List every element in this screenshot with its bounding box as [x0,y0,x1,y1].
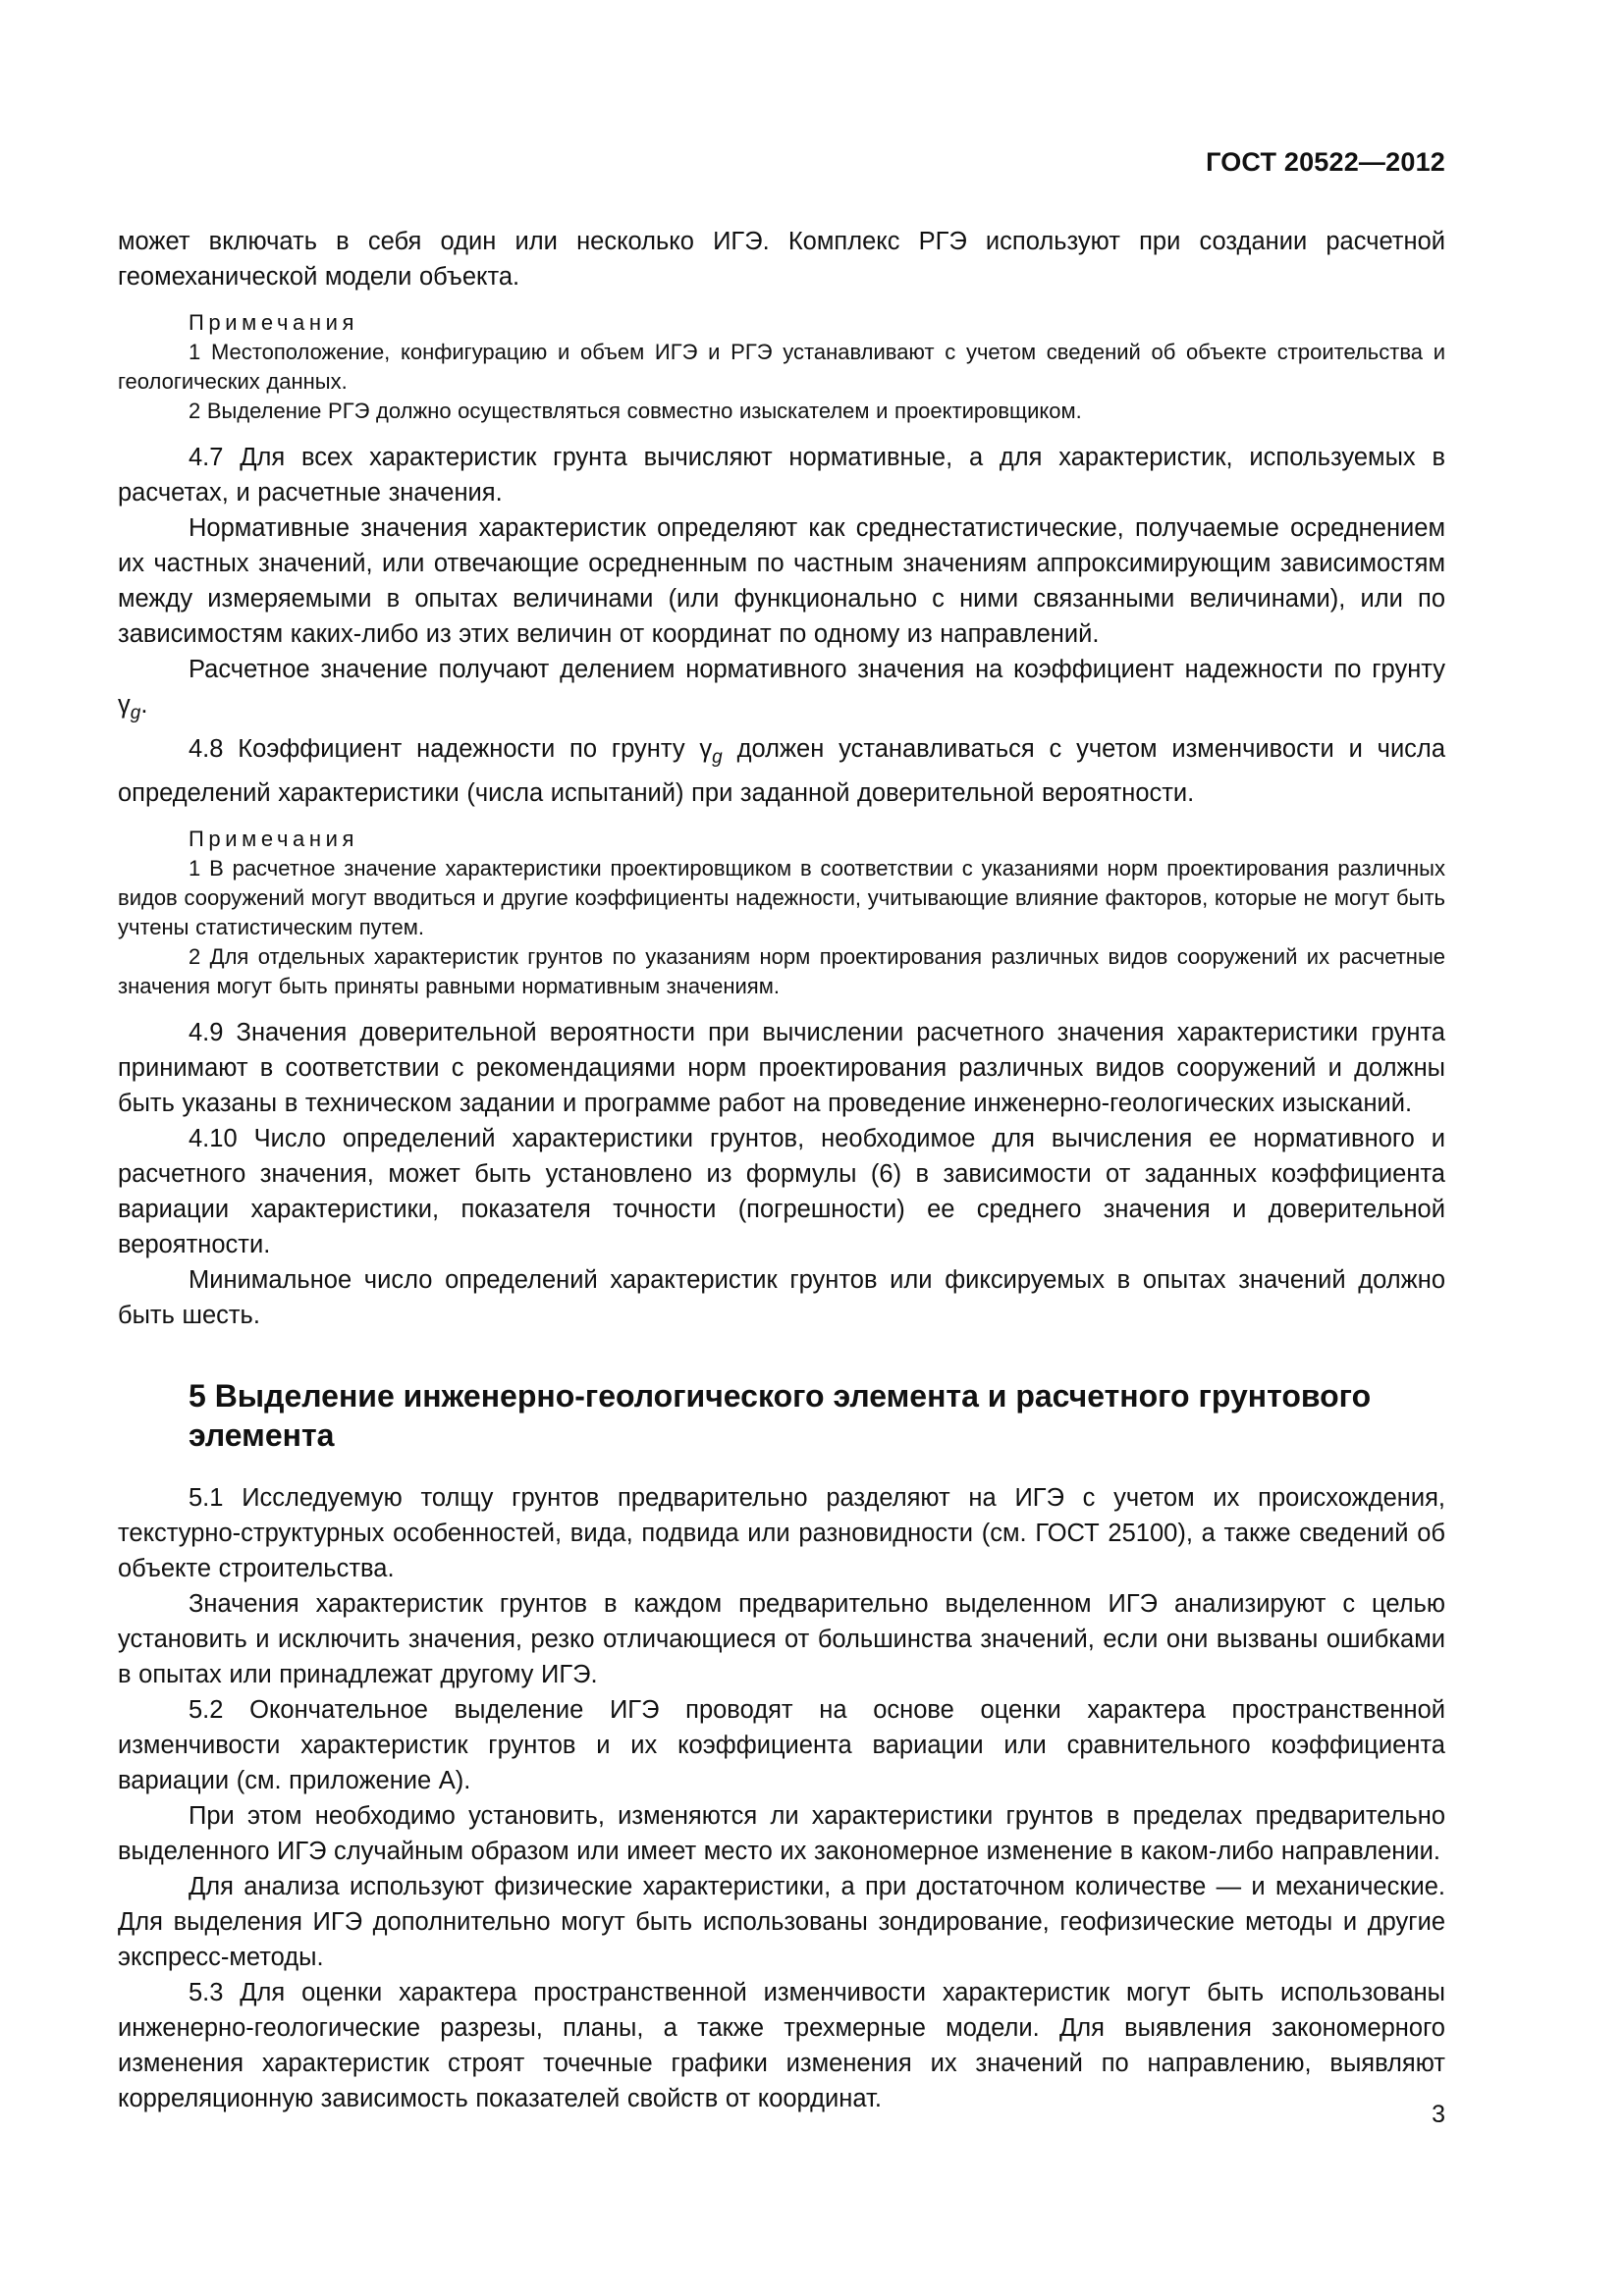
gamma-subscript: g [130,703,141,723]
note-item: 1 В расчетное значение характеристики проектировщиком в соответствии с указаниями норм проектирования различных видов сооружений могут вводиться и другие коэффициенты надежности, учитывающие влияние факторов, которые не могут быть учтены статистическим путем. [118,856,1445,939]
gamma-subscript: g [712,747,723,768]
text-fragment: . [140,691,148,719]
note-item: 2 Выделение РГЭ должно осуществляться совместно изыскателем и проектировщиком. [189,399,1082,423]
paragraph-4-7: 4.7 Для всех характеристик грунта вычисляют нормативные, а для характеристик, используемых в расчетах, и расчетные значения. [118,444,1445,507]
paragraph-5-2: 5.2 Окончательное выделение ИГЭ проводят на основе оценки характера пространственной изменчивости характеристик грунтов и их коэффициента вариации или сравнительного коэффициента вариации (см. приложение А). [118,1696,1445,1794]
notes-title: Примечания [189,827,359,851]
gamma-symbol: γ [118,691,131,719]
paragraph-4-8 [118,731,1445,811]
paragraph-4-7-normative: Нормативные значения характеристик определяют как среднестатистические, получаемые осреднением их частных значений, или отвечающие осредненным по частным значениям аппроксимирующим зависимостям между измеряемыми в опытах величинами (или функционально с ними связанными величинами), или по зависимостям каких-либо из этих величин от координат по одному из направлений. [118,514,1445,648]
section-5-heading: 5 Выделение инженерно-геологического элемента и расчетного грунтового элемента [189,1378,1372,1453]
notes-title: Примечания [189,310,359,335]
page-number: 3 [1432,2101,1445,2128]
paragraph-4-10: 4.10 Число определений характеристики грунтов, необходимое для вычисления ее нормативного и расчетного значения, может быть установлено из формулы (6) в зависимости от заданных коэффициента вариации характеристики, показателя точности (погрешности) ее среднего значения и доверительной вероятности. [118,1125,1445,1258]
doc-code-header: ГОСТ 20522—2012 [1206,147,1445,177]
text-fragment: должен устанавливаться с учетом изменчивости и числа определений характеристики (числа испытаний) при заданной доверительной вероятности. [118,735,1445,807]
paragraph-intro: может включать в себя один или несколько ИГЭ. Комплекс РГЭ используют при создании расчетной геомеханической модели объекта. [118,228,1445,291]
text-fragment: Расчетное значение получают делением нормативного значения на коэффициент надежности по грунту [189,656,1445,683]
note-item: 1 Местоположение, конфигурацию и объем ИГЭ и РГЭ устанавливают с учетом сведений об объекте строительства и геологических данных. [118,340,1445,394]
paragraph-5-2-variation: При этом необходимо установить, изменяются ли характеристики грунтов в пределах предварительно выделенного ИГЭ случайным образом или имеет место их закономерное изменение в каком-либо направлении. [118,1802,1445,1865]
document-body [118,224,1445,2116]
note-item: 2 Для отдельных характеристик грунтов по указаниям норм проектирования различных видов сооружений их расчетные значения могут быть приняты равными нормативным значениям. [118,944,1445,998]
paragraph-4-9: 4.9 Значения доверительной вероятности при вычислении расчетного значения характеристики грунта принимают в соответствии с рекомендациями норм проектирования различных видов сооружений и должны быть указаны в техническом задании и программе работ на проведение инженерно-геологических изысканий. [118,1019,1445,1117]
paragraph-5-2-methods: Для анализа используют физические характеристики, а при достаточном количестве — и механические. Для выделения ИГЭ дополнительно могут быть использованы зондирование, геофизические методы и другие экспресс-методы. [118,1873,1445,1971]
paragraph-5-3: 5.3 Для оценки характера пространственной изменчивости характеристик могут быть использованы инженерно-геологические разрезы, планы, а также трехмерные модели. Для выявления закономерного изменения характеристик строят точечные графики изменения их значений по направлению, выявляют корреляционную зависимость показателей свойств от координат. [118,1979,1445,2112]
paragraph-5-1: 5.1 Исследуемую толщу грунтов предварительно разделяют на ИГЭ с учетом их происхождения, текстурно-структурных особенностей, вида, подвида или разновидности (см. ГОСТ 25100), а также сведений об объекте строительства. [118,1484,1445,1582]
gamma-symbol: γ [699,735,713,763]
paragraph-5-1-analysis: Значения характеристик грунтов в каждом предварительно выделенном ИГЭ анализируют с целью установить и исключить значения, резко отличающиеся от большинства значений, если они вызваны ошибками в опытах или принадлежат другому ИГЭ. [118,1590,1445,1688]
paragraph-4-10-min: Минимальное число определений характеристик грунтов или фиксируемых в опытах значений должно быть шесть. [118,1266,1445,1329]
notes-block-1 [118,308,1445,426]
paragraph-4-7-design-value [118,652,1445,731]
text-fragment: 4.8 Коэффициент надежности по грунту [189,735,700,763]
notes-block-2 [118,825,1445,1001]
